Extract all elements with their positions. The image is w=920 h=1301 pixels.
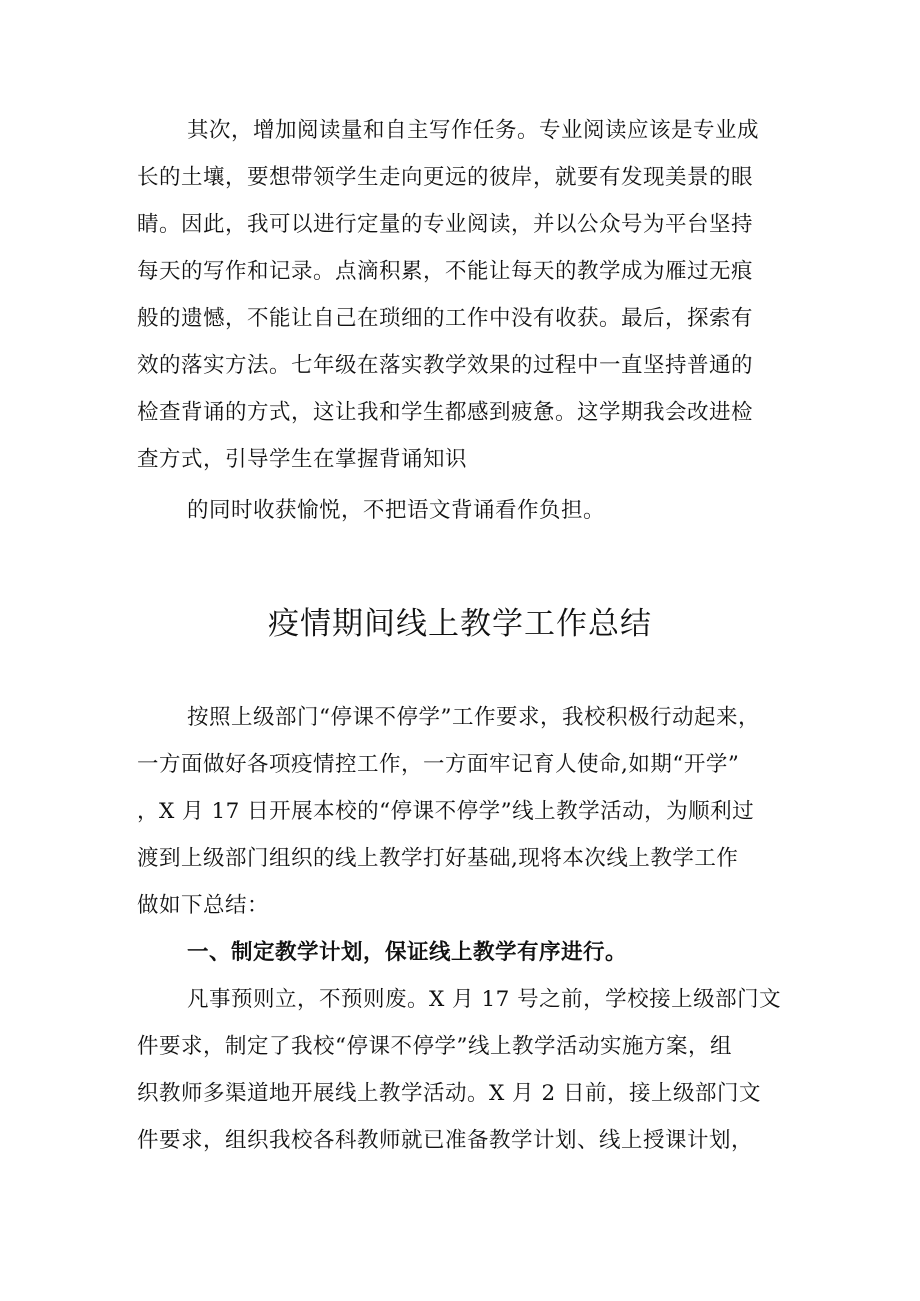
- section-heading: 一、制定教学计划，保证线上教学有序进行。: [187, 940, 628, 965]
- paragraph-line: 渡到上级部门组织的线上教学打好基础,现将本次线上教学工作: [137, 846, 739, 871]
- paragraph-line: 查方式，引导学生在掌握背诵知识: [137, 447, 468, 472]
- paragraph-line: 睛。因此，我可以进行定量的专业阅读，并以公众号为平台坚持: [137, 212, 754, 237]
- paragraph-line: 一方面做好各项疫情控工作，一方面牢记育人使命,如期“开学”: [137, 752, 740, 777]
- paragraph-line: 般的遗憾，不能让自己在琐细的工作中没有收获。最后，探索有: [137, 306, 754, 331]
- paragraph-line: 件要求，制定了我校“停课不停学”线上教学活动实施方案，组: [137, 1034, 732, 1059]
- paragraph-line: 每天的写作和记录。点滴积累，不能让每天的教学成为雁过无痕: [137, 259, 754, 284]
- paragraph-line: 效的落实方法。七年级在落实教学效果的过程中一直坚持普通的: [137, 353, 754, 378]
- paragraph-line: 按照上级部门“停课不停学”工作要求，我校积极行动起来，: [187, 705, 760, 730]
- paragraph-line: 件要求，组织我校各科教师就已准备教学计划、线上授课计划，: [137, 1128, 754, 1153]
- paragraph-line: 织教师多渠道地开展线上教学活动。X 月 2 日前，接上级部门文: [137, 1081, 761, 1106]
- paragraph-line: 凡事预则立，不预则废。X 月 17 号之前，学校接上级部门文: [187, 987, 782, 1012]
- paragraph-line: 的同时收获愉悦，不把语文背诵看作负担。: [187, 498, 606, 523]
- paragraph-line: 检查背诵的方式，这让我和学生都感到疲惫。这学期我会改进检: [137, 400, 754, 425]
- paragraph-line: 其次，增加阅读量和自主写作任务。专业阅读应该是专业成: [187, 118, 760, 143]
- paragraph-line: ，X 月 17 日开展本校的“停课不停学”线上教学活动，为顺利过: [137, 799, 755, 824]
- document-title: 疫情期间线上教学工作总结: [268, 606, 652, 642]
- paragraph-line: 长的土壤，要想带领学生走向更远的彼岸，就要有发现美景的眼: [137, 165, 754, 190]
- paragraph-line: 做如下总结：: [137, 893, 270, 918]
